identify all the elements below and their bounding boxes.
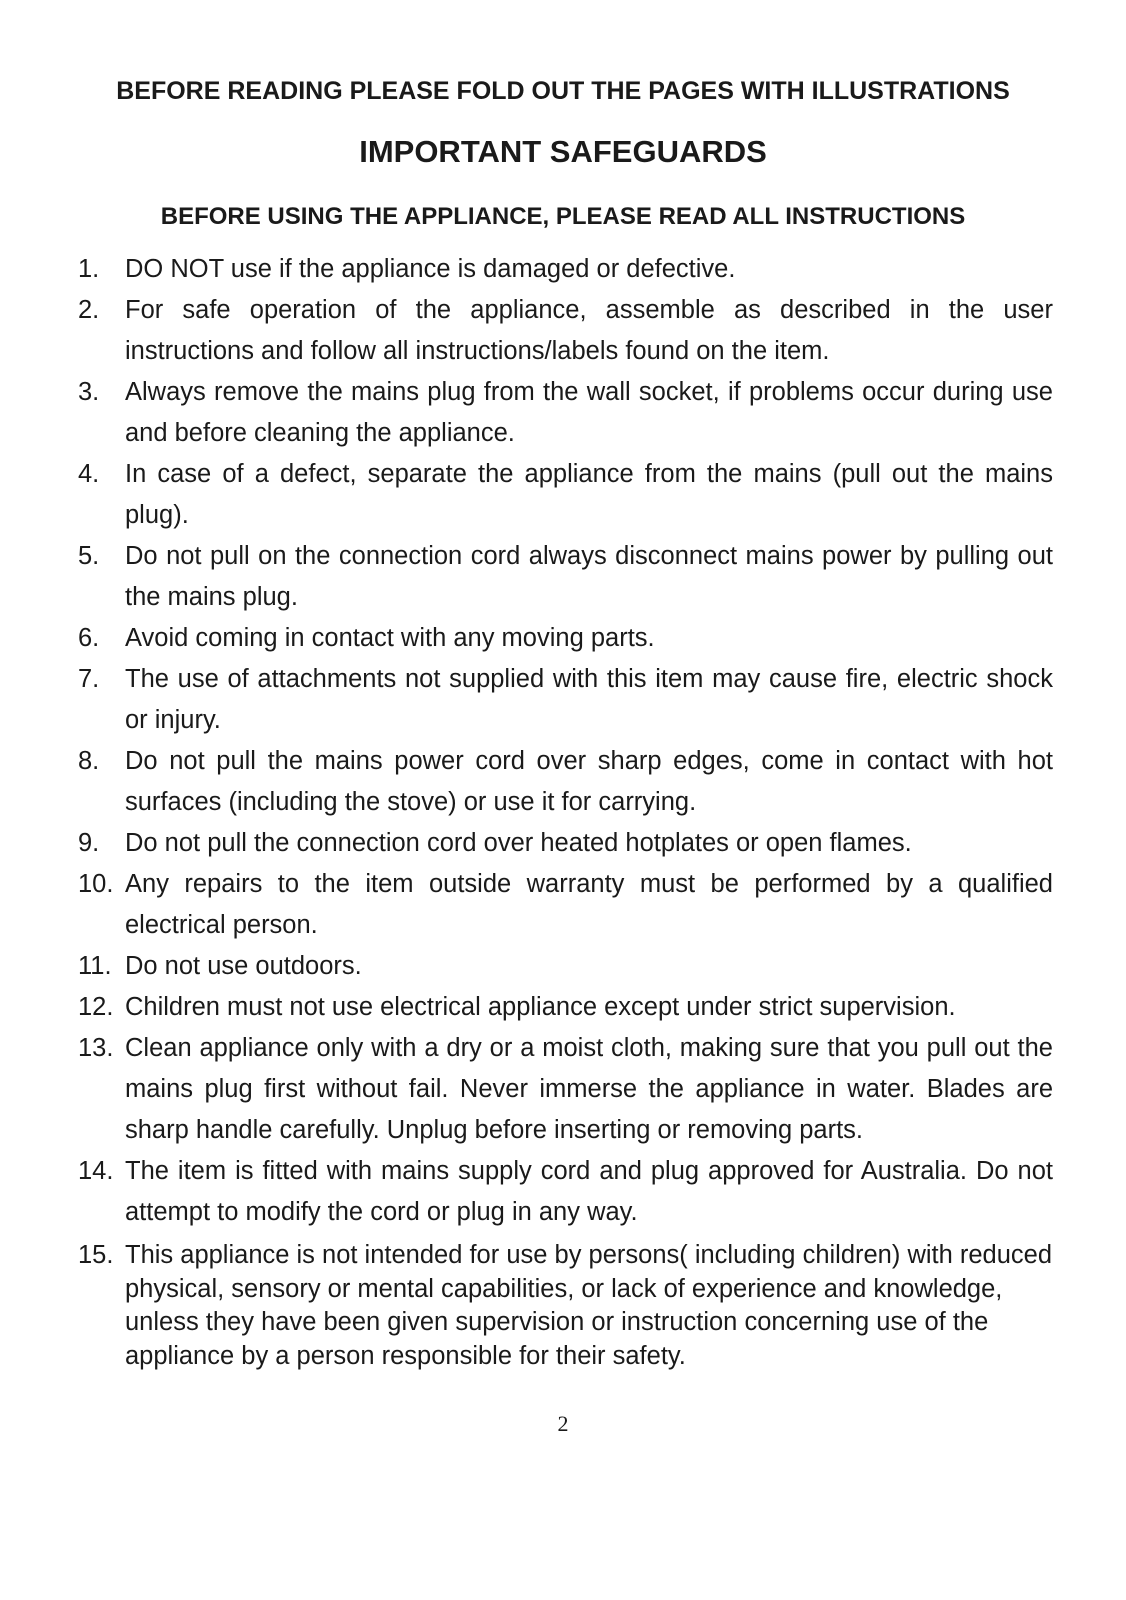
item-text: Clean appliance only with a dry or a moist cloth, making sure that you pull out the mains plug first without fail. Never immerse the appliance in water. Blades are sharp handle carefully. Unplug before inserting or removing parts. <box>125 1034 1053 1144</box>
fold-out-notice: BEFORE READING PLEASE FOLD OUT THE PAGES WITH ILLUSTRATIONS <box>116 77 1010 105</box>
page-number: 2 <box>557 1411 569 1436</box>
item-text: Do not pull the mains power cord over sharp edges, come in contact with hot surfaces (including the stove) or use it for carrying. <box>125 747 1053 816</box>
item-number: 14. <box>78 1157 114 1185</box>
safeguards-list <box>78 249 1053 1373</box>
safeguard-item-2 <box>78 290 1053 372</box>
item-text: Always remove the mains plug from the wall socket, if problems occur during use and before cleaning the appliance. <box>125 378 1053 447</box>
item-text: The use of attachments not supplied with this item may cause fire, electric shock or injury. <box>125 665 1053 734</box>
item-text: DO NOT use if the appliance is damaged or defective. <box>125 255 736 283</box>
item-number: 11. <box>78 952 112 980</box>
safeguard-item-3 <box>78 372 1053 454</box>
item-text: For safe operation of the appliance, assemble as described in the user instructions and follow all instructions/labels found on the item. <box>125 296 1053 365</box>
item-number: 5. <box>78 542 100 570</box>
safeguard-item-5 <box>78 536 1053 618</box>
item-number: 3. <box>78 378 100 406</box>
item-number: 9. <box>78 829 100 857</box>
item-number: 8. <box>78 747 100 775</box>
page-subtitle: BEFORE USING THE APPLIANCE, PLEASE READ ALL INSTRUCTIONS <box>160 203 966 230</box>
item-number: 6. <box>78 624 100 652</box>
item-text: Any repairs to the item outside warranty must be performed by a qualified electrical person. <box>125 870 1053 939</box>
safeguard-item-6 <box>78 618 1053 659</box>
safeguard-item-7 <box>78 659 1053 741</box>
safeguard-item-11 <box>78 946 1053 987</box>
safeguard-item-14 <box>78 1151 1053 1233</box>
item-number: 15. <box>78 1241 114 1269</box>
item-number: 4. <box>78 460 100 488</box>
item-text: Children must not use electrical appliance except under strict supervision. <box>125 993 956 1021</box>
item-number: 13. <box>78 1034 114 1062</box>
item-text: The item is fitted with mains supply cord and plug approved for Australia. Do not attempt to modify the cord or plug in any way. <box>125 1157 1053 1226</box>
item-number: 1. <box>78 255 100 283</box>
item-number: 7. <box>78 665 100 693</box>
safeguard-item-13 <box>78 1028 1053 1151</box>
item-text: Do not pull the connection cord over heated hotplates or open flames. <box>125 829 912 857</box>
safeguard-item-12 <box>78 987 1053 1028</box>
item-number: 12. <box>78 993 114 1021</box>
item-text: In case of a defect, separate the appliance from the mains (pull out the mains plug). <box>125 460 1053 529</box>
safeguard-item-8 <box>78 741 1053 823</box>
safeguard-item-15 <box>78 1239 1053 1373</box>
safeguard-item-9 <box>78 823 1053 864</box>
safeguard-item-10 <box>78 864 1053 946</box>
safeguard-item-1 <box>78 249 1053 290</box>
safeguard-item-4 <box>78 454 1053 536</box>
page-title: IMPORTANT SAFEGUARDS <box>359 134 767 169</box>
item-text: Do not use outdoors. <box>125 952 362 980</box>
item-number: 2. <box>78 296 100 324</box>
item-number: 10. <box>78 870 114 898</box>
item-text: Do not pull on the connection cord always disconnect mains power by pulling out the mains plug. <box>125 542 1053 611</box>
item-text: Avoid coming in contact with any moving parts. <box>125 624 655 652</box>
item-text: This appliance is not intended for use by persons( including children) with reduced physical, sensory or mental capabilities, or lack of experience and knowledge, unless they have been given supervision or instruction concerning use of the appliance by a person responsible for their safety. <box>125 1241 1053 1370</box>
